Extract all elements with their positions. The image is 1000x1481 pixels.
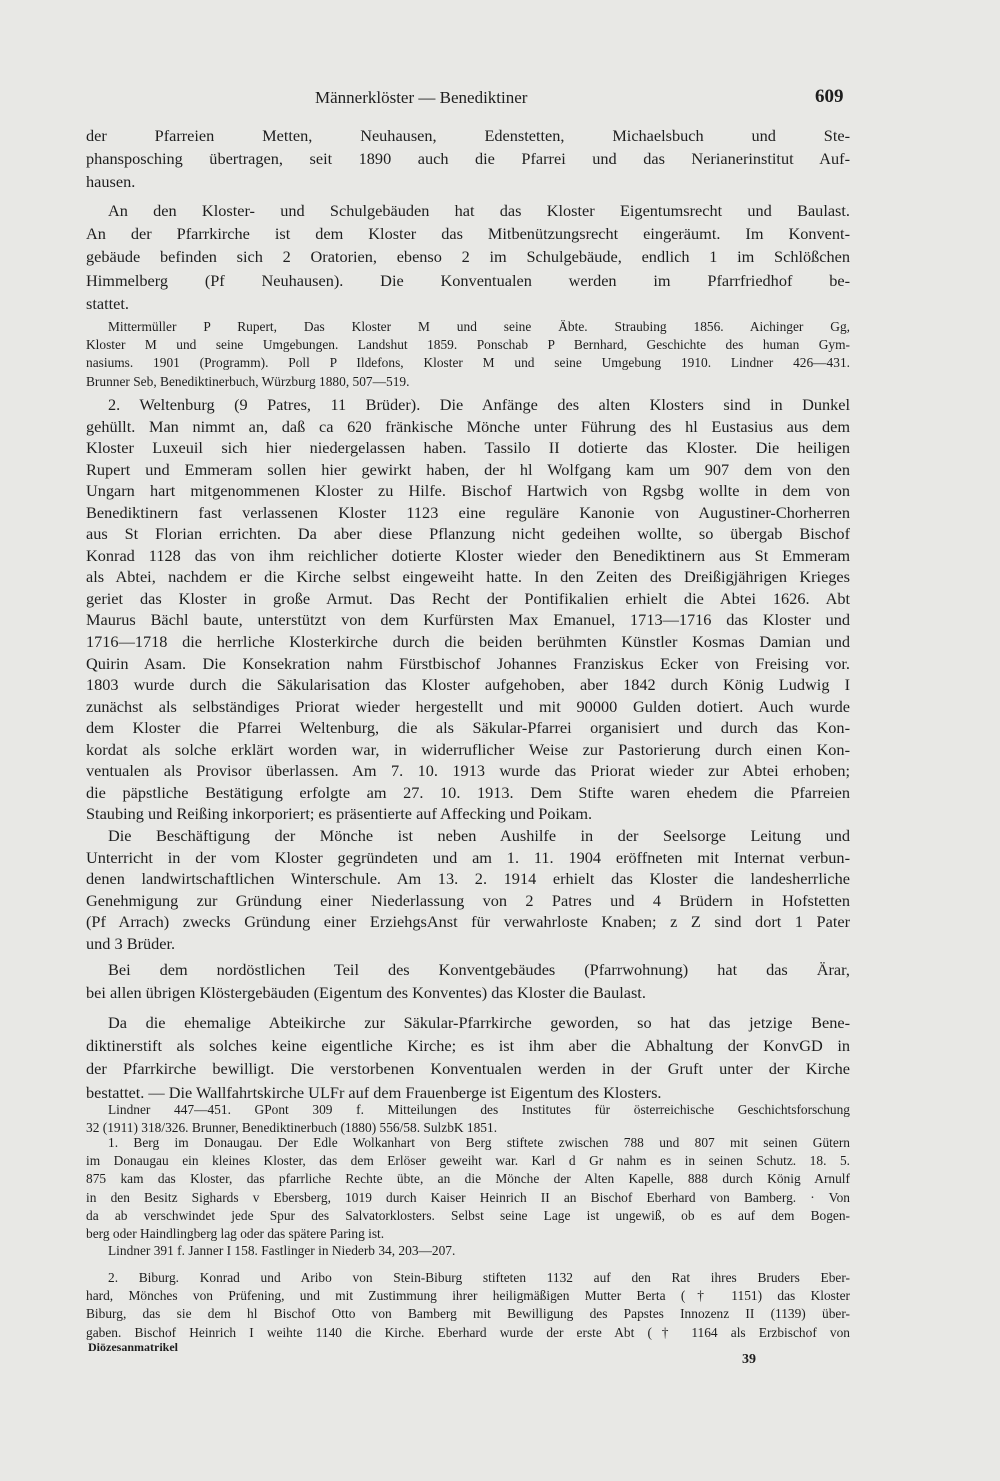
section-biburg [86, 1269, 850, 1342]
footer-sheet-number: 39 [742, 1352, 756, 1367]
paragraph-buildings [86, 199, 850, 315]
text-line: Brunner Seb, Benediktinerbuch, Würzburg 1880, 507—519. [86, 373, 410, 389]
text-line: Maurus Bächl baute, unterstützt von dem Kurfürsten Max Emanuel, 1713—1716 das Kloster und [86, 610, 850, 630]
references-berg [86, 1242, 850, 1260]
text-line: 1803 wurde durch die Säkularisation das Kloster aufgehoben, aber 1842 durch König Ludwig I [86, 675, 850, 695]
text-line: geriet das Kloster in große Armut. Das Recht der Pontifikalien erhielt die Abtei 1626. Abt [86, 588, 850, 608]
text-line: in den Besitz Sighards v Ebersberg, 1019 durch Kaiser Heinrich II an Bischof Eberhard von Bamberg. · Von [86, 1189, 850, 1205]
text-line: Die Beschäftigung der Mönche ist neben Aushilfe in der Seelsorge Leitung und [108, 826, 850, 845]
text-line: Biburg, das sie dem hl Bischof Otto von Bamberg mit Bewilligung des Papstes Innozenz II (1139) über- [86, 1306, 850, 1322]
text-line: berg oder Haindlingberg lag oder das spätere Paring ist. [86, 1225, 385, 1241]
footer-signature: Diözesanmatrikel [88, 1340, 178, 1354]
text-line: Lindner 447—451. GPont 309 f. Mitteilungen des Institutes für österreichische Geschichtsforschung [108, 1102, 850, 1117]
text-line: Lindner 391 f. Janner I 158. Fastlinger in Niederb 34, 203—207. [108, 1243, 456, 1258]
text-line: der Pfarrkirche bewilligt. Die verstorbenen Konventualen werden in der Gruft unter der Kirche [86, 1059, 850, 1079]
text-line: Himmelberg (Pf Neuhausen). Die Konventualen werden im Pfarrfriedhof be- [86, 270, 850, 290]
text-line: bei allen übrigen Klöstergebäuden (Eigentum des Konventes) das Kloster die Baulast. [86, 983, 646, 1003]
text-line: ventualen als Provisor überlassen. Am 7. 10. 1913 wurde das Priorat wieder zur Abtei erhoben; [86, 761, 850, 781]
text-line: Quirin Asam. Die Konsekration nahm Fürstbischof Johannes Franziskus Ecker von Freising vor. [86, 653, 850, 673]
text-line: An der Pfarrkirche ist dem Kloster das Mitbenützungsrecht eingeräumt. Im Konvent- [86, 224, 850, 244]
page-number: 609 [815, 86, 844, 107]
text-line: Rupert und Emmeram sollen hier gewirkt haben, der hl Wolfgang kam um 907 dem von den [86, 459, 850, 479]
text-line: als Abtei, nachdem er die Kirche selbst eingeweiht hatte. In den Zeiten des Dreißigjährigen Krieges [86, 567, 850, 587]
text-line: im Donaugau ein kleines Kloster, das dem Erlöser geweiht war. Karl d Gr nahm es in seinen Schutz. 18. 5. [86, 1153, 850, 1169]
text-line: 1. Berg im Donaugau. Der Edle Wolkanhart von Berg stiftete zwischen 788 und 807 mit seinen Gütern [108, 1135, 850, 1150]
text-line: Benediktinern fast verlassenen Kloster 1123 eine reguläre Kanonie von Augustiner-Chorherren [86, 502, 850, 522]
text-line: Ungarn hart mitgenommenen Kloster zu Hilfe. Bischof Hartwich von Rgsbg wollte in dem von [86, 481, 850, 501]
text-line: die päpstliche Bestätigung erfolgte am 27. 10. 1913. Dem Stifte waren ehedem die Pfarreien [86, 782, 850, 802]
text-line: diktinerstift als solches keine eigentliche Kirche; es ist ihm aber die Abhaltung der KonvGD in [86, 1036, 850, 1056]
text-line: Staubing und Reißing inkorporiert; es präsentierte auf Affecking und Poikam. [86, 804, 593, 824]
text-line: aus St Florian errichten. Da aber diese Pflanzung nicht gedeihen wollte, so übergab Bischof [86, 524, 850, 544]
text-line: Mittermüller P Rupert, Das Kloster M und seine Äbte. Straubing 1856. Aichinger Gg, [108, 319, 850, 334]
text-line: der Pfarreien Metten, Neuhausen, Edenstetten, Michaelsbuch und Ste- [86, 126, 850, 145]
paragraph-parishes [86, 124, 850, 194]
text-line: 2. Biburg. Konrad und Aribo von Stein-Biburg stifteten 1132 auf den Rat ihres Bruders Eber- [108, 1270, 850, 1285]
text-line: stattet. [86, 293, 129, 313]
references-metten [86, 318, 850, 391]
paragraph-church [86, 1011, 850, 1104]
text-line: 32 (1911) 318/326. Brunner, Benediktinerbuch (1880) 556/58. SulzbK 1851. [86, 1120, 498, 1136]
text-line: Da die ehemalige Abteikirche zur Säkular-Pfarrkirche geworden, so hat das jetzige Bene- [108, 1013, 850, 1032]
text-line: An den Kloster- und Schulgebäuden hat das Kloster Eigentumsrecht und Baulast. [108, 201, 850, 220]
running-head: Männerklöster — Benediktiner [315, 88, 528, 107]
text-line: Kloster Luxeuil sich hier niedergelassen haben. Tassilo II dotierte das Kloster. Die heiligen [86, 438, 850, 458]
text-line: bestattet. — Die Wallfahrtskirche ULFr auf dem Frauenberge ist Eigentum des Klosters. [86, 1082, 662, 1102]
text-line: gaben. Bischof Heinrich I weihte 1140 die Kirche. Eberhard wurde der erste Abt († 1164 als Erzbischof von [86, 1324, 850, 1340]
text-line: Konrad 1128 das von ihm reichlicher dotierte Kloster wieder den Benediktinern aus St Emmeram [86, 545, 850, 565]
text-line: denen landwirtschaftlichen Winterschule. Am 13. 2. 1914 erhielt das Kloster die landesherrliche [86, 869, 850, 889]
text-line: kordat als solche erklärt worden war, in widerruflicher Weise zur Pastorierung durch einen Kon- [86, 739, 850, 759]
text-line: dem Kloster die Pfarrei Weltenburg, die als Säkular-Pfarrei organisiert und durch das Kon- [86, 718, 850, 738]
text-line: 875 kam das Kloster, das pfarrliche Rechte übte, an die Mönche der Alten Kapelle, 888 durch König Arnulf [86, 1171, 850, 1187]
text-line: hard, Mönches von Prüfening, und mit Zustimmung ihrer heiligmäßigen Mutter Berta († 1151) das Kloster [86, 1288, 850, 1304]
paragraph-building-costs [86, 958, 850, 1004]
paragraph-occupation [86, 825, 850, 954]
references-weltenburg [86, 1101, 850, 1137]
text-line: und 3 Brüder. [86, 933, 176, 953]
text-line: (Pf Arrach) zwecks Gründung einer ErziehgsAnst für verwahrloste Knaben; z Z sind dort 1 Pater [86, 912, 850, 932]
section-weltenburg [86, 394, 850, 825]
text-line: gehüllt. Man nimmt an, daß ca 620 fränkische Mönche unter Führung des hl Eustasius aus dem [86, 416, 850, 436]
text-line: nasiums. 1901 (Programm). Poll P Ildefons, Kloster M und seine Umgebung 1910. Lindner 426—431. [86, 355, 850, 371]
text-line: da ab verschwindet jede Spur des Salvatorklosters. Selbst seine Lage ist ungewiß, ob es auf dem Bogen- [86, 1207, 850, 1223]
text-line: zunächst als selbständiges Priorat wieder hergestellt und mit 90000 Gulden dotiert. Auch wurde [86, 696, 850, 716]
text-line: Bei dem nordöstlichen Teil des Konventgebäudes (Pfarrwohnung) hat das Ärar, [108, 960, 850, 979]
text-line: Genehmigung zur Gründung einer Niederlassung von 2 Patres und 4 Brüdern in Hofstetten [86, 890, 850, 910]
text-line: gebäude befinden sich 2 Oratorien, ebenso 2 im Schulgebäude, endlich 1 im Schlößchen [86, 247, 850, 267]
text-line: phansposching übertragen, seit 1890 auch die Pfarrei und das Nerianerinstitut Auf- [86, 149, 850, 169]
text-line: 2. Weltenburg (9 Patres, 11 Brüder). Die Anfänge des alten Klosters sind in Dunkel [108, 395, 850, 414]
text-line: 1716—1718 die herrliche Klosterkirche durch die beiden berühmten Künstler Kosmas Damian und [86, 632, 850, 652]
text-line: hausen. [86, 172, 136, 192]
text-line: Kloster M und seine Umgebungen. Landshut 1859. Ponschab P Bernhard, Geschichte des human Gym- [86, 337, 850, 353]
text-line: Unterricht in der vom Kloster gegründeten und am 1. 11. 1904 eröffneten mit Internat verbun- [86, 847, 850, 867]
section-berg [86, 1134, 850, 1243]
